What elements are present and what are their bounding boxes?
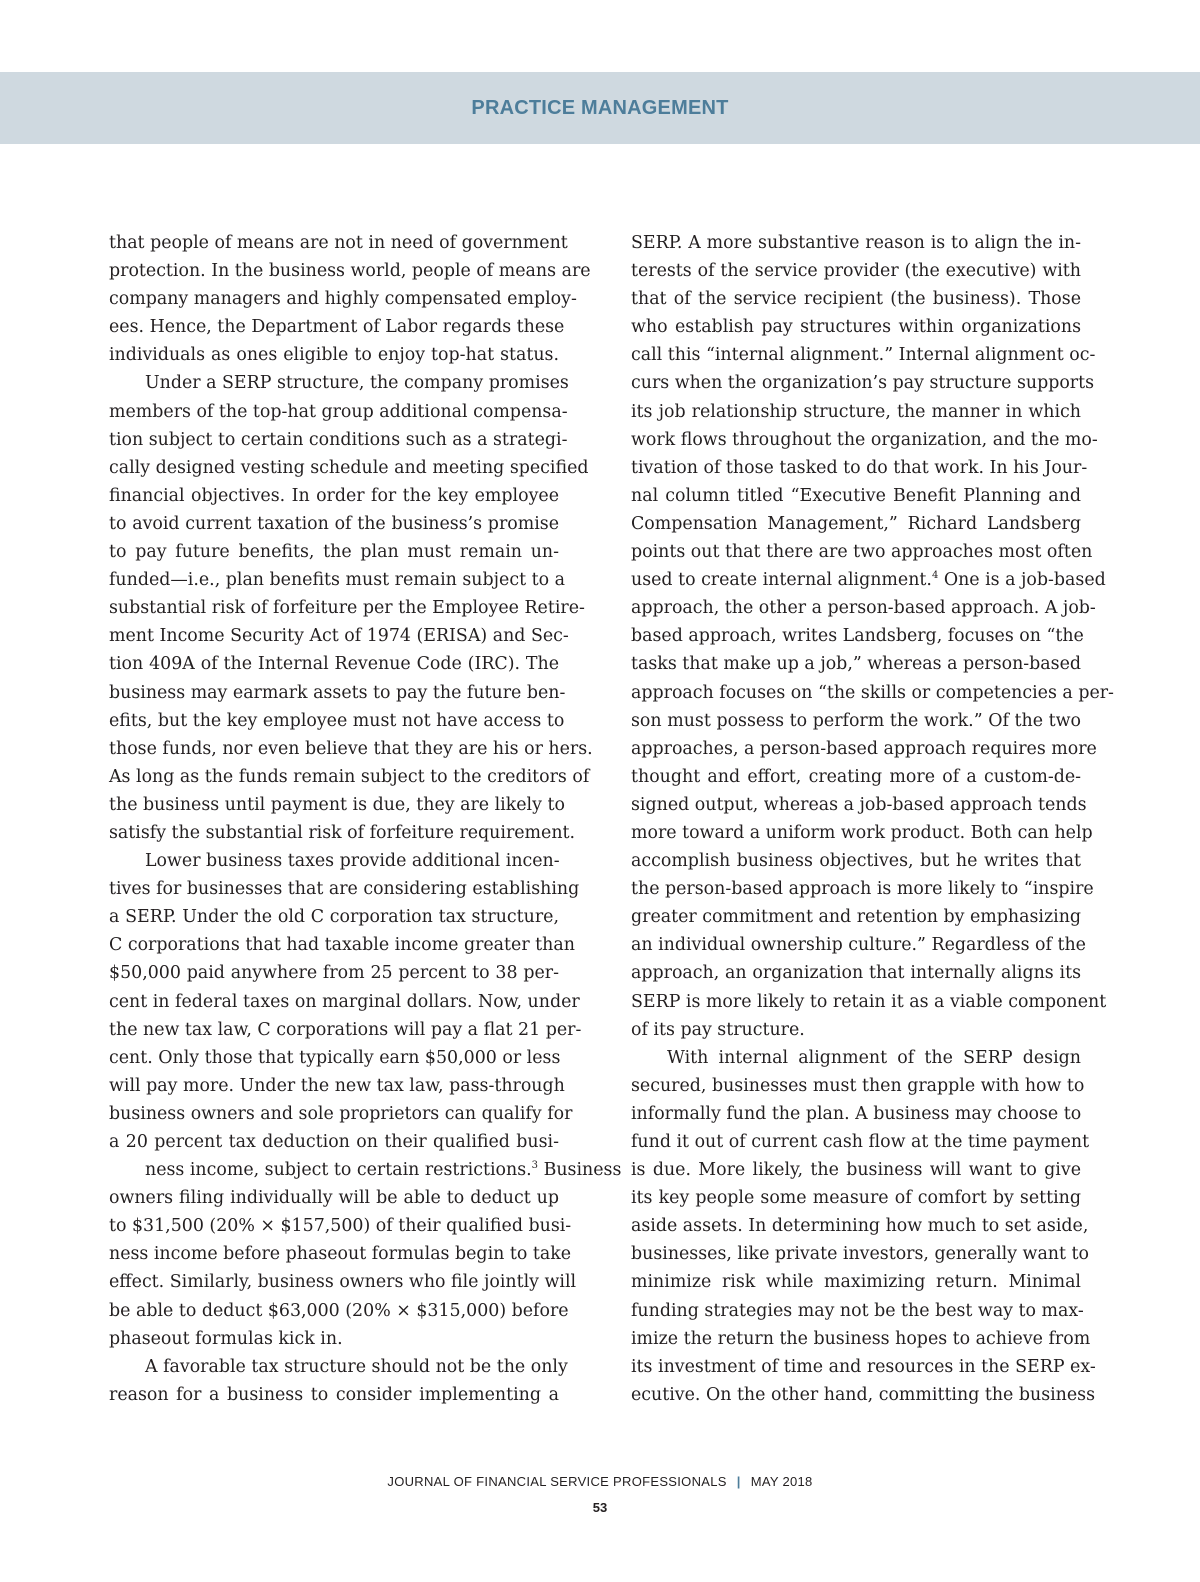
paragraph-lines [631, 229, 1098, 566]
paragraph-lines [109, 847, 582, 1156]
text-line: approach, the other a person-based approach. A job- [631, 598, 1096, 619]
text-line: signed output, whereas a job-based approach tends [631, 794, 1087, 815]
text-line: fund it out of current cash flow at the time payment [631, 1132, 1090, 1152]
text-line: those funds, nor even believe that they are his or hers. [109, 738, 593, 759]
paragraph [109, 229, 591, 369]
text-line: approach, an organization that internally aligns its [631, 963, 1081, 984]
text-line: ment Income Security Act of 1974 (ERISA) and Sec- [109, 626, 569, 647]
text-line: reason for a business to consider implementing a [109, 1384, 559, 1405]
text-line: minimize risk while maximizing return. Minimal [631, 1272, 1081, 1293]
text-line: tion 409A of the Internal Revenue Code (IRC). The [109, 654, 559, 675]
text-line: more toward a uniform work product. Both can help [631, 822, 1093, 843]
text-line: C corporations that had taxable income greater than [109, 935, 575, 956]
text-line: substantial risk of forfeiture per the Employee Retire- [109, 598, 585, 619]
text-line: phaseout formulas kick in. [109, 1328, 343, 1349]
text-line: tion subject to certain conditions such as a strategi- [109, 429, 568, 450]
text-line: an individual ownership culture.” Regardless of the [631, 935, 1086, 956]
text-line: SERP. A more substantive reason is to align the in- [631, 233, 1081, 253]
issue-date: MAY 2018 [750, 1474, 813, 1489]
text-line: ness income before phaseout formulas begin to take [109, 1244, 572, 1265]
text-line: curs when the organization’s pay structure supports [631, 373, 1095, 394]
text-line: financial objectives. In order for the key employee [109, 485, 559, 506]
text-line: the person-based approach is more likely to “inspire [631, 879, 1094, 900]
text-line: that people of means are not in need of government [109, 233, 568, 253]
text-line: individuals as ones eligible to enjoy top-hat status. [109, 345, 559, 366]
text-line: efits, but the key employee must not have access to [109, 710, 565, 731]
right-column [631, 229, 1114, 1409]
text-line: secured, businesses must then grapple with how to [631, 1075, 1085, 1096]
footnote-ref: 4 [931, 570, 939, 582]
text-line: funding strategies may not be the best way to max- [631, 1300, 1084, 1321]
text-line: cally designed vesting schedule and meeting specified [109, 457, 589, 478]
text-line: thought and effort, creating more of a custom-de- [631, 766, 1081, 787]
text-line: greater commitment and retention by emphasizing [631, 907, 1082, 928]
text-line: tasks that make up a job,” whereas a person-based [631, 654, 1082, 675]
text-line: terests of the service provider (the executive) with [631, 261, 1081, 282]
text-line: accomplish business objectives, but he writes that [631, 851, 1081, 872]
text-line: son must possess to perform the work.” Of the two [631, 710, 1081, 731]
text-line: members of the top-hat group additional compensa- [109, 401, 568, 422]
text-line: Lower business taxes provide additional incen- [145, 851, 560, 872]
text-line: cent in federal taxes on marginal dollars. Now, under [109, 991, 580, 1012]
text-line: a SERP. Under the old C corporation tax structure, [109, 907, 559, 928]
text-line: its investment of time and resources in the SERP ex- [631, 1356, 1096, 1377]
text-line: aside assets. In determining how much to set aside, [631, 1216, 1089, 1237]
page-number: 53 [592, 1500, 608, 1515]
text-line: $50,000 paid anywhere from 25 percent to 38 per- [109, 963, 559, 984]
text-line: owners filing individually will be able to deduct up [109, 1188, 559, 1209]
text-line: ees. Hence, the Department of Labor regards these [109, 317, 565, 338]
text-line: cent. Only those that typically earn $50,000 or less [109, 1047, 561, 1068]
text-line: tivation of those tasked to do that work. In his Jour- [631, 457, 1088, 478]
text-line: to $31,500 (20% × $157,500) of their qualified busi- [109, 1216, 572, 1237]
text-line: of its pay structure. [631, 1019, 805, 1040]
text-line: satisfy the substantial risk of forfeiture requirement. [109, 822, 576, 843]
journal-name: JOURNAL OF FINANCIAL SERVICE PROFESSIONALS [387, 1474, 727, 1489]
text-line: its job relationship structure, the manner in which [631, 401, 1081, 422]
paragraph [109, 1353, 568, 1409]
text-line: its key people some measure of comfort by setting [631, 1188, 1081, 1209]
text-line: a 20 percent tax deduction on their qualified busi- [109, 1132, 559, 1152]
text-line: ness income, subject to certain restrictions.$^3$ Business [145, 1160, 622, 1181]
text-line: based approach, writes Landsberg, focuses on “the [631, 626, 1084, 647]
paragraph-lines [631, 594, 1114, 1044]
journal-footer [0, 1474, 1200, 1489]
text-line: approaches, a person-based approach requires more [631, 738, 1097, 759]
text-line: As long as the funds remain subject to the creditors of [109, 766, 590, 787]
paragraph [631, 1044, 1096, 1409]
text-line: With internal alignment of the SERP design [667, 1047, 1081, 1068]
text-line: approach focuses on “the skills or competencies a per- [631, 682, 1114, 703]
paragraph-lines [109, 1184, 577, 1353]
text-line: Under a SERP structure, the company promises [145, 373, 569, 394]
text-line: that of the service recipient (the business). Those [631, 289, 1081, 310]
text-line: SERP is more likely to retain it as a viable component [631, 991, 1107, 1012]
footnote-ref: 3 [531, 1160, 539, 1172]
text-line: Compensation Management,” Richard Landsberg [631, 513, 1081, 534]
text-line: to avoid current taxation of the business’s promise [109, 513, 559, 534]
footer-separator: | [736, 1474, 741, 1489]
text-line: effect. Similarly, business owners who file jointly will [109, 1272, 577, 1293]
text-line: imize the return the business hopes to achieve from [631, 1328, 1091, 1349]
left-column [109, 229, 622, 1409]
text-line: points out that there are two approaches most often [631, 542, 1093, 563]
text-line: call this “internal alignment.” Internal alignment oc- [631, 345, 1096, 366]
text-line: who establish pay structures within organizations [631, 317, 1081, 338]
paragraph [109, 847, 622, 1353]
text-line: nal column titled “Executive Benefit Planning and [631, 485, 1081, 506]
text-line: the new tax law, C corporations will pay a flat 21 per- [109, 1019, 582, 1040]
text-line: business may earmark assets to pay the future ben- [109, 682, 566, 703]
text-line: A favorable tax structure should not be the only [145, 1356, 568, 1377]
text-line: informally fund the plan. A business may choose to [631, 1103, 1082, 1124]
text-line: to pay future benefits, the plan must remain un- [109, 542, 559, 563]
text-line: ecutive. On the other hand, committing the business [631, 1384, 1096, 1405]
text-line: will pay more. Under the new tax law, pass-through [109, 1075, 565, 1096]
text-line: funded—i.e., plan benefits must remain subject to a [109, 570, 565, 591]
text-line: is due. More likely, the business will want to give [631, 1160, 1081, 1181]
text-line: used to create internal alignment.$^4$ One is a job-based [631, 570, 1106, 591]
text-line: business owners and sole proprietors can qualify for [109, 1103, 573, 1124]
text-line: work flows throughout the organization, and the mo- [631, 429, 1098, 450]
text-line: the business until payment is due, they are likely to [109, 794, 565, 815]
text-line: tives for businesses that are considering establishing [109, 879, 580, 900]
text-line: be able to deduct $63,000 (20% × $315,000) before [109, 1300, 569, 1321]
text-line: businesses, like private investors, generally want to [631, 1244, 1089, 1265]
paragraph [109, 369, 593, 847]
section-banner [0, 72, 1200, 144]
section-title: PRACTICE MANAGEMENT [471, 96, 729, 119]
paragraph [631, 229, 1114, 1044]
text-line: company managers and highly compensated employ- [109, 289, 577, 310]
text-line: protection. In the business world, people of means are [109, 261, 591, 282]
